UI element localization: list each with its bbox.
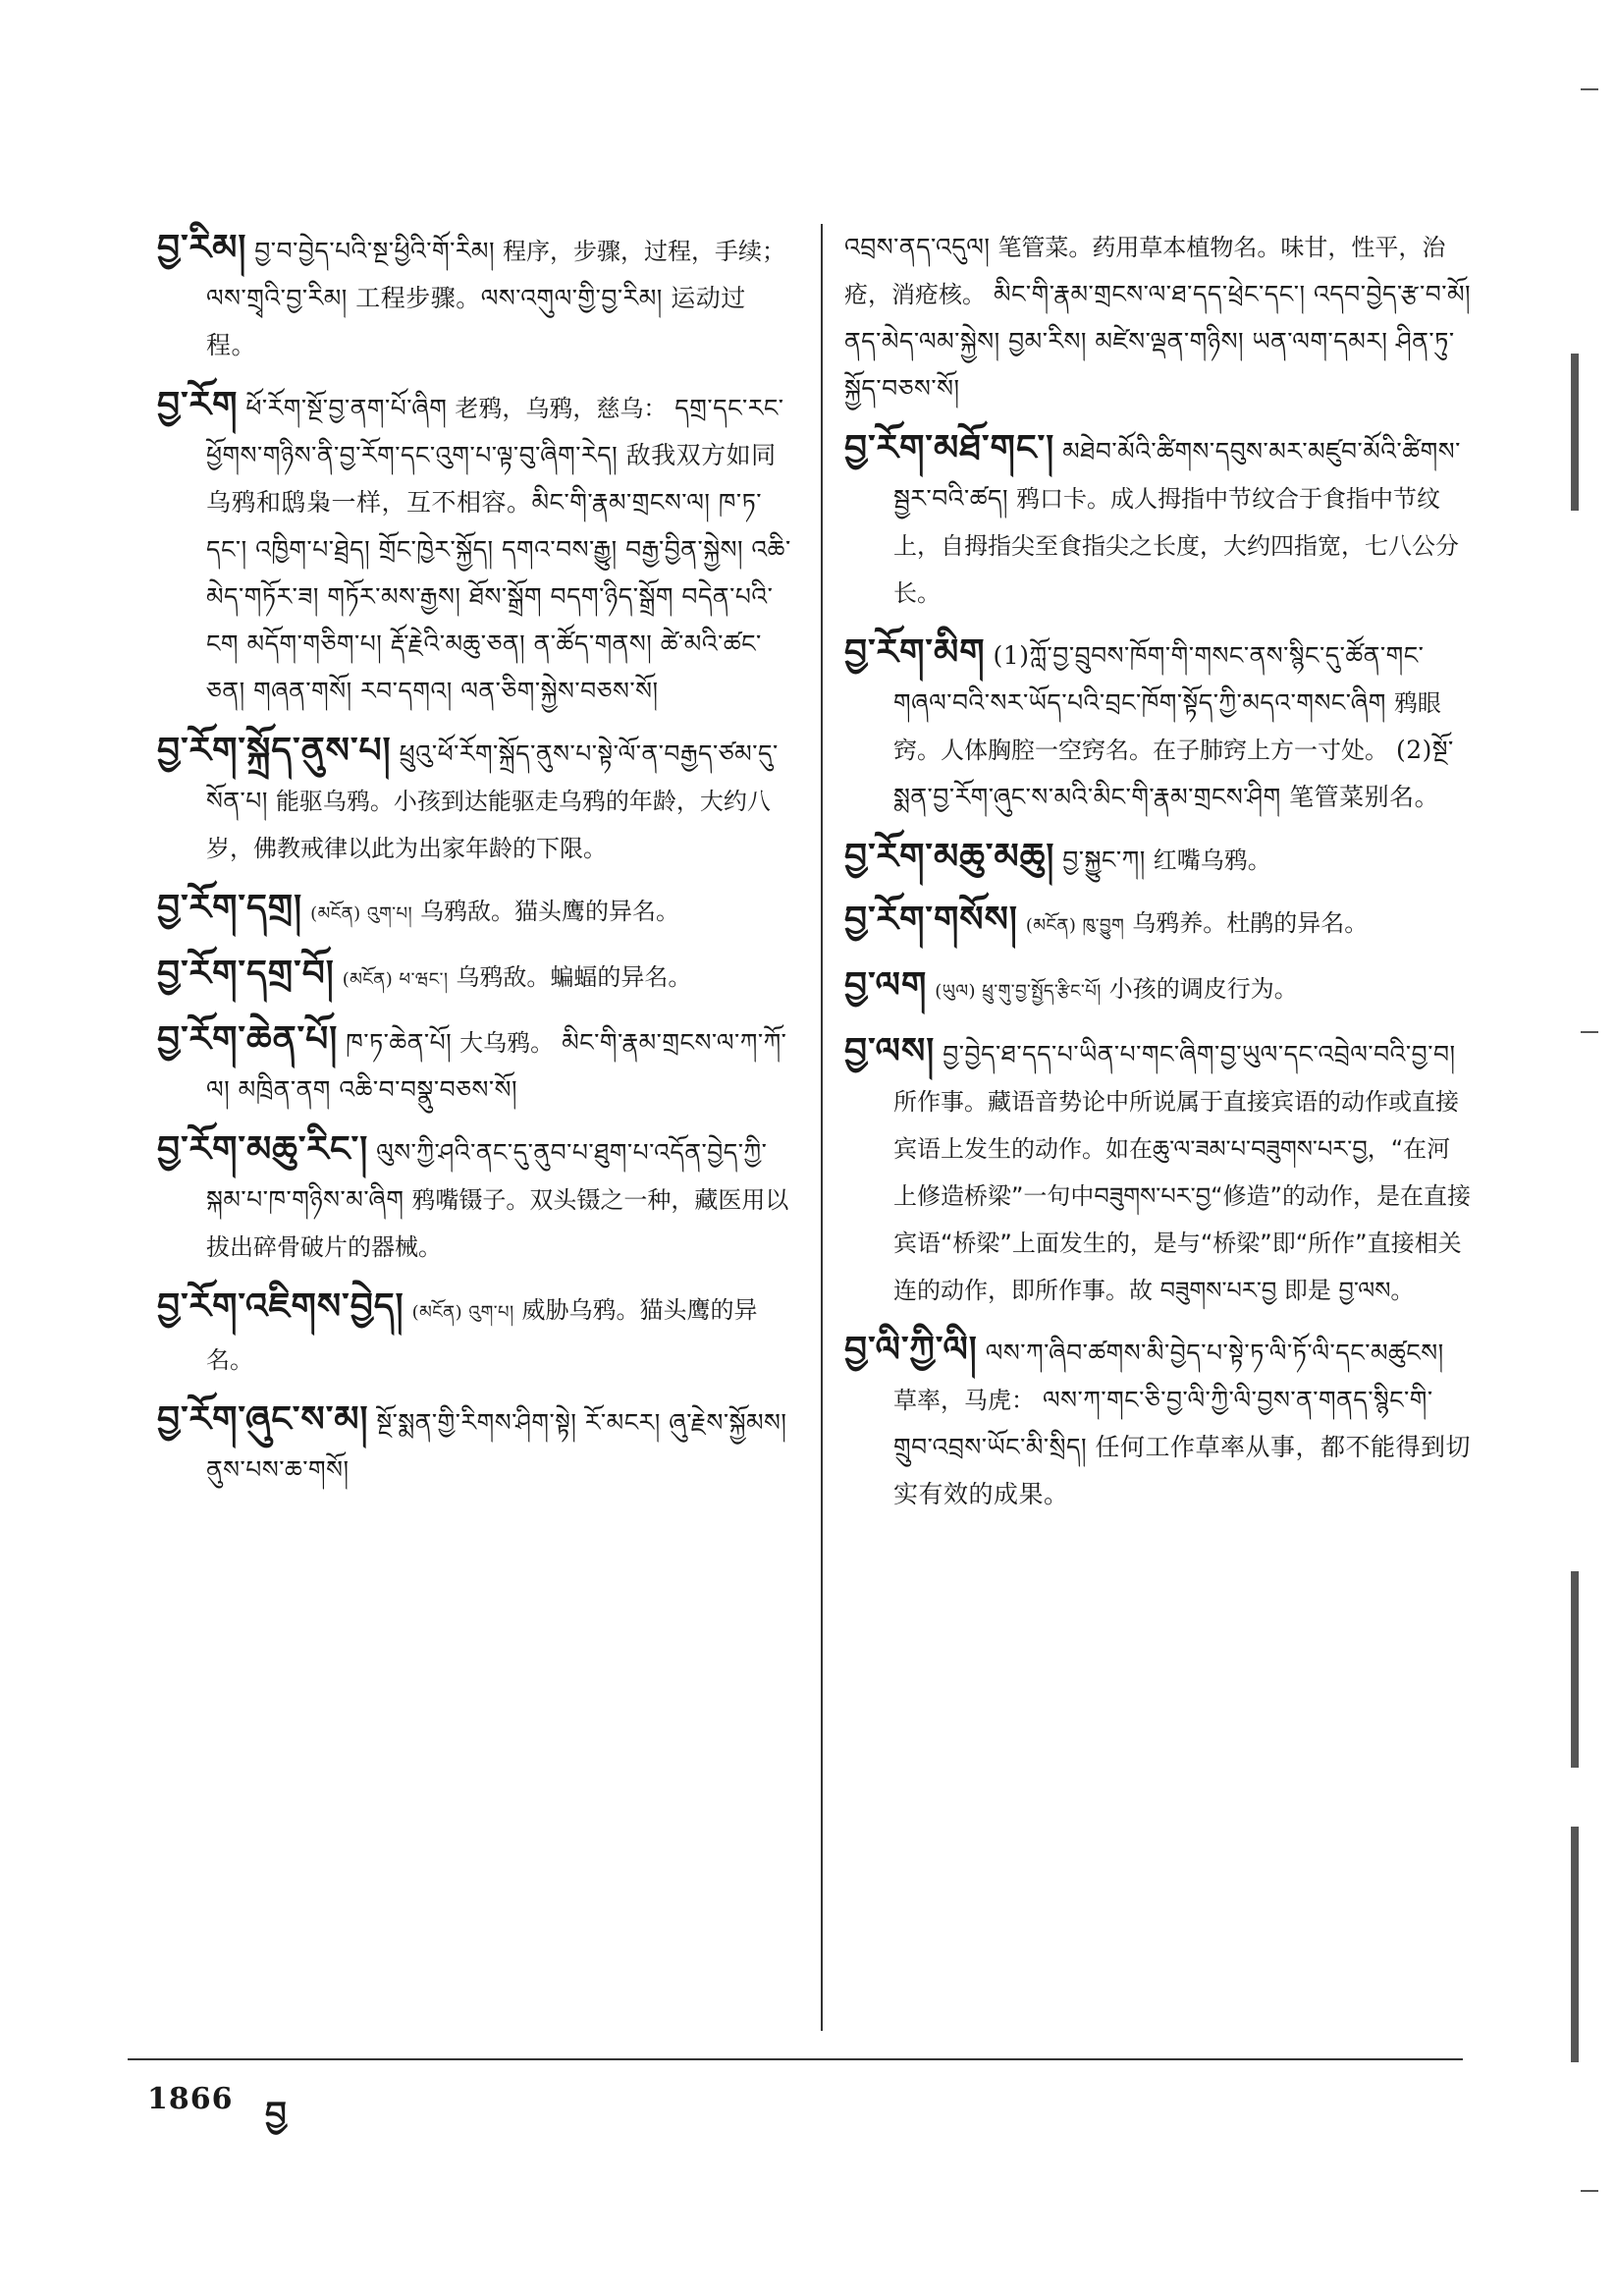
dictionary-entry: [844, 833, 1473, 884]
tibetan-definition: (མངོན) འུག་པ།: [310, 903, 413, 924]
headword: བྱ་རོག: [157, 384, 239, 425]
scan-edge-mark: [1571, 354, 1579, 511]
tibetan-definition: ལུས་ཀྱི་ཤའི་ནང་དུ་ནུབ་པ་ཐུག་པ་འདོན་བྱེད་ཀྱི་སྐམ་པ་ཁ་གཉིས་མ་ཞིག: [206, 1138, 768, 1214]
headword: བྱ་རོག་ཞུང་ས་མ།: [157, 1398, 369, 1440]
right-column: [844, 224, 1473, 1530]
chinese-definition: 鸦嘴镊子。双头镊之一种，藏医用以拔出碎骨破片的器械。: [206, 1186, 789, 1261]
column-divider: [821, 224, 823, 2031]
chinese-definition: 鸦眼窍。人体胸腔一空窍名。在子肺窍上方一寸处。: [893, 689, 1441, 764]
example-text: ལས་གྲྭའི་བྱ་རིམ། 工程步骤。ལས་འགུལ་གྱི་བྱ་རིམ། 运动过程。: [206, 284, 746, 359]
scan-edge-mark: [1571, 1571, 1579, 1768]
headword: བྱ་རོག་དགྲ་བོ།: [157, 953, 335, 994]
scan-edge-tick: [1581, 88, 1598, 90]
tibetan-definition: ཕོ་རོག་སྔོ་བྱ་ནག་པོ་ཞིག: [245, 394, 448, 422]
tibetan-definition: (1)ཀློ་བྱ་བྲུབས་ཁོག་གི་གསང་ནས་སྙིང་དུ་ཚོན་གང་གཞལ་བའི་སར་ཡོད་པའི་བྲང་ཁོག་སྟོད་ཀྱི་མདའ་གསང་ཞིག: [893, 641, 1425, 717]
headword: བྱ་རོག་གསོས།: [844, 899, 1018, 940]
chinese-definition: 笔管菜。药用草本植物名。味甘，性平，治疮，消疮核。: [844, 234, 1446, 308]
dictionary-entry: [844, 1027, 1473, 1314]
dictionary-entry: [844, 961, 1473, 1015]
headword: བྱ་རོག་འཇིགས་བྱེད།: [157, 1285, 404, 1327]
chinese-definition: 威胁乌鸦。猫头鹰的异名。: [206, 1296, 758, 1374]
scan-edge-tick: [1581, 1031, 1598, 1033]
chinese-definition: 老鸦，乌鸦，慈乌：: [455, 395, 668, 422]
example-text: (2)སྔོ་སྨན་བྱ་རོག་ཞུང་ས་མའི་མིང་གི་རྣམ་གྲངས་ཤིག 笔管菜别名。: [893, 736, 1454, 811]
dictionary-entry: [844, 424, 1473, 617]
chinese-definition: 大乌鸦。: [459, 1029, 555, 1057]
headword: བྱ་རིམ།: [157, 227, 247, 268]
tibetan-definition: བྱ་སྐྱུང་ཀ།: [1062, 846, 1146, 874]
dictionary-entry: [157, 1283, 795, 1384]
tibetan-definition: ཁ་ཏ་ཆེན་པོ།: [346, 1028, 453, 1057]
chinese-definition: 能驱乌鸦。小孩到达能驱走乌鸦的年龄，大约八岁，佛教戒律以此为出家年龄的下限。: [206, 788, 771, 862]
tibetan-definition: ལས་ཀ་ཞིབ་ཚགས་མི་བྱེད་པ་སྟེ་ཏ་ལི་ཏོ་ལི་དང་མཚུངས།: [985, 1339, 1444, 1367]
dictionary-entry: [844, 896, 1473, 950]
chinese-definition: 乌鸦养。杜鹃的异名。: [1132, 909, 1369, 937]
dictionary-entry: [157, 381, 795, 715]
tibetan-definition: སྔོ་སྨན་གྱི་རིགས་ཤིག་སྟེ། རོ་མངར། ཞུ་རྗེས་སྐྱོམས། ནུས་པས་ཆ་གསོ།: [206, 1408, 787, 1484]
chinese-definition: 乌鸦敌。蝙蝠的异名。: [456, 963, 692, 991]
headword: བྱ་རོག་མཆུ་རིང་།: [157, 1128, 369, 1170]
running-head-letter: བྱ: [265, 2095, 287, 2134]
scan-edge-mark: [1571, 1827, 1579, 2062]
left-column: [157, 224, 795, 1505]
dictionary-entry: [157, 224, 795, 369]
chinese-definition: 程序，步骤，过程，手续；: [503, 238, 785, 265]
headword: བྱ་རོག་དགྲ།: [157, 887, 303, 928]
example-text: མིང་གི་རྣམ་གྲངས་ལ་ཐ་དད་ཕྲེང་དང་། འདབ་བྱེད་རྩ་བ་མོ། ནད་མེད་ལམ་སྐྱེས། བྱམ་རིས། མཛེས་ལྡན་གཉིས། ཡན་ལག་དམར། ཤིན་ཏུ་སྐྱོད་བཅས་སོ།: [844, 280, 1472, 403]
tibetan-definition: ཕྲུའུ་ཕོ་རོག་སྐྲོད་ནུས་པ་སྟེ་ལོ་ན་བརྒྱད་ཙམ་དུ་སོན་པ།: [206, 739, 779, 815]
headword: བྱ་རོག་སྐྲོད་ནུས་པ།: [157, 730, 392, 771]
tibetan-definition: (མངོན) ཁུ་བྱུག: [1025, 915, 1125, 936]
example-text: དགྲ་དང་རང་ཕྱོགས་གཉིས་ནི་བྱ་རོག་དང་འུག་པ་ལྟ་བུ་ཞིག་རེད། 敌我双方如同乌鸦和鸱枭一样，互不相容。མིང་གི་རྣམ་གྲངས་ལ། ཁ་ཏ་དང་། འཁྱིག་པ་ཐྲེད། གྲོང་ཁྱེར་སྐྱོད། དགའ་བས་རྒྱུ། བརྒྱ་བྱིན་སྐྱེས། འཆི་མེད་གཏོར་ཟ། གཏོར་མས་རྒྱས། ཐོས་སྒྲོག བདག་ཉིད་སྒྲོག བདེན་པའི་ངག མདོག་གཅིག་པ། རྡོ་རྗེའི་མཆུ་ཅན། ན་ཚོད་གནས། ཚེ་མའི་ཚང་ཅན། གཞན་གསོ། རབ་དགའ། ལན་ཅིག་སྐྱེས་བཅས་སོ།: [206, 394, 791, 705]
chinese-definition: 小孩的调皮行为。: [1108, 975, 1298, 1003]
headword: བྱ་རོག་ཆེན་པོ།: [157, 1018, 339, 1060]
example-text: མིང་གི་རྣམ་གྲངས་ལ་ཀ་ཀོ་ལ། མཁྲིན་ནག འཆི་བ་བསྣུ་བཅས་སོ།: [206, 1028, 787, 1104]
chinese-definition: 所作事。藏语音势论中所说属于直接宾语的动作或直接宾语上发生的动作。如在ཆུ་ལ་ཟམ་པ་བཟུགས་པར་བྱ，“在河上修造桥梁”一句中བཟུགས་པར་བྱ“修造”的动作，是在直接宾语“桥梁”上面发生的，是与“桥梁”即“所作”直接相关连的动作，即所作事。故 བཟུགས་པར་བྱ 即是 བྱ་ལས。: [893, 1088, 1471, 1304]
headword: བྱ་ལི་ཀྱི་ལི།: [844, 1329, 978, 1370]
tibetan-definition: བྱ་བ་བྱེད་པའི་སྔ་ཕྱིའི་གོ་རིམ།: [254, 237, 496, 265]
headword: བྱ་ལག: [844, 964, 928, 1006]
dictionary-entry: [157, 1015, 795, 1114]
chinese-definition: 红嘴乌鸦。: [1153, 847, 1271, 874]
footer-rule: [128, 2058, 1463, 2060]
dictionary-entry: [157, 1125, 795, 1271]
dictionary-entry: [844, 1326, 1473, 1518]
tibetan-definition: མཐེབ་མོའི་ཚིགས་དབུས་མར་མཛུབ་མོའི་ཚིགས་སྦྱར་བའི་ཚད།: [893, 437, 1461, 513]
dictionary-entry: [157, 950, 795, 1004]
headword: བྱ་རོག་མཆུ་མཆུ།: [844, 836, 1055, 877]
headword: བྱ་རོག་མཐོ་གང་།: [844, 427, 1055, 468]
example-text: ལས་ཀ་གང་ཅི་བྱ་ལི་ཀྱི་ལི་བྱས་ན་གནད་སྙིང་གི་གྲུབ་འབྲས་ཡོང་མི་སྲིད། 任何工作草率从事，都不能得到切实有效的成果。: [893, 1386, 1471, 1508]
scan-edge-tick: [1581, 2190, 1598, 2192]
chinese-definition: 草率，马虎：: [893, 1387, 1035, 1414]
dictionary-entry-continued: [844, 224, 1473, 412]
dictionary-entry: [844, 629, 1473, 821]
headword: བྱ་རོག་མིག: [844, 631, 986, 673]
chinese-definition: 乌鸦敌。猫头鹰的异名。: [420, 898, 680, 925]
chinese-definition: 鸦口卡。成人拇指中节纹合于食指中节纹上，自拇指尖至食指尖之长度，大约四指宽，七八公分长。: [893, 485, 1459, 607]
tibetan-definition: བྱ་བྱེད་ཐ་དད་པ་ཡིན་པ་གང་ཞིག་བྱ་ཡུལ་དང་འབྲེལ་བའི་བྱ་བ།: [943, 1040, 1456, 1068]
tibetan-definition: (མངོན) ཕ་ཝང་།: [342, 969, 449, 990]
page-number: 1866: [147, 2082, 234, 2116]
tibetan-definition: (མངོན) འུག་པ།: [411, 1302, 514, 1323]
headword: བྱ་ལས།: [844, 1030, 936, 1071]
tibetan-definition: འབྲས་ནད་འདུལ།: [844, 233, 991, 261]
dictionary-entry: [157, 884, 795, 938]
dictionary-entry: [157, 727, 795, 872]
tibetan-definition: (ཡུལ) ཕྲུ་གུ་བྱ་སྤྱོད་རྩིང་པོ།: [935, 981, 1102, 1002]
dictionary-entry: [157, 1395, 795, 1494]
